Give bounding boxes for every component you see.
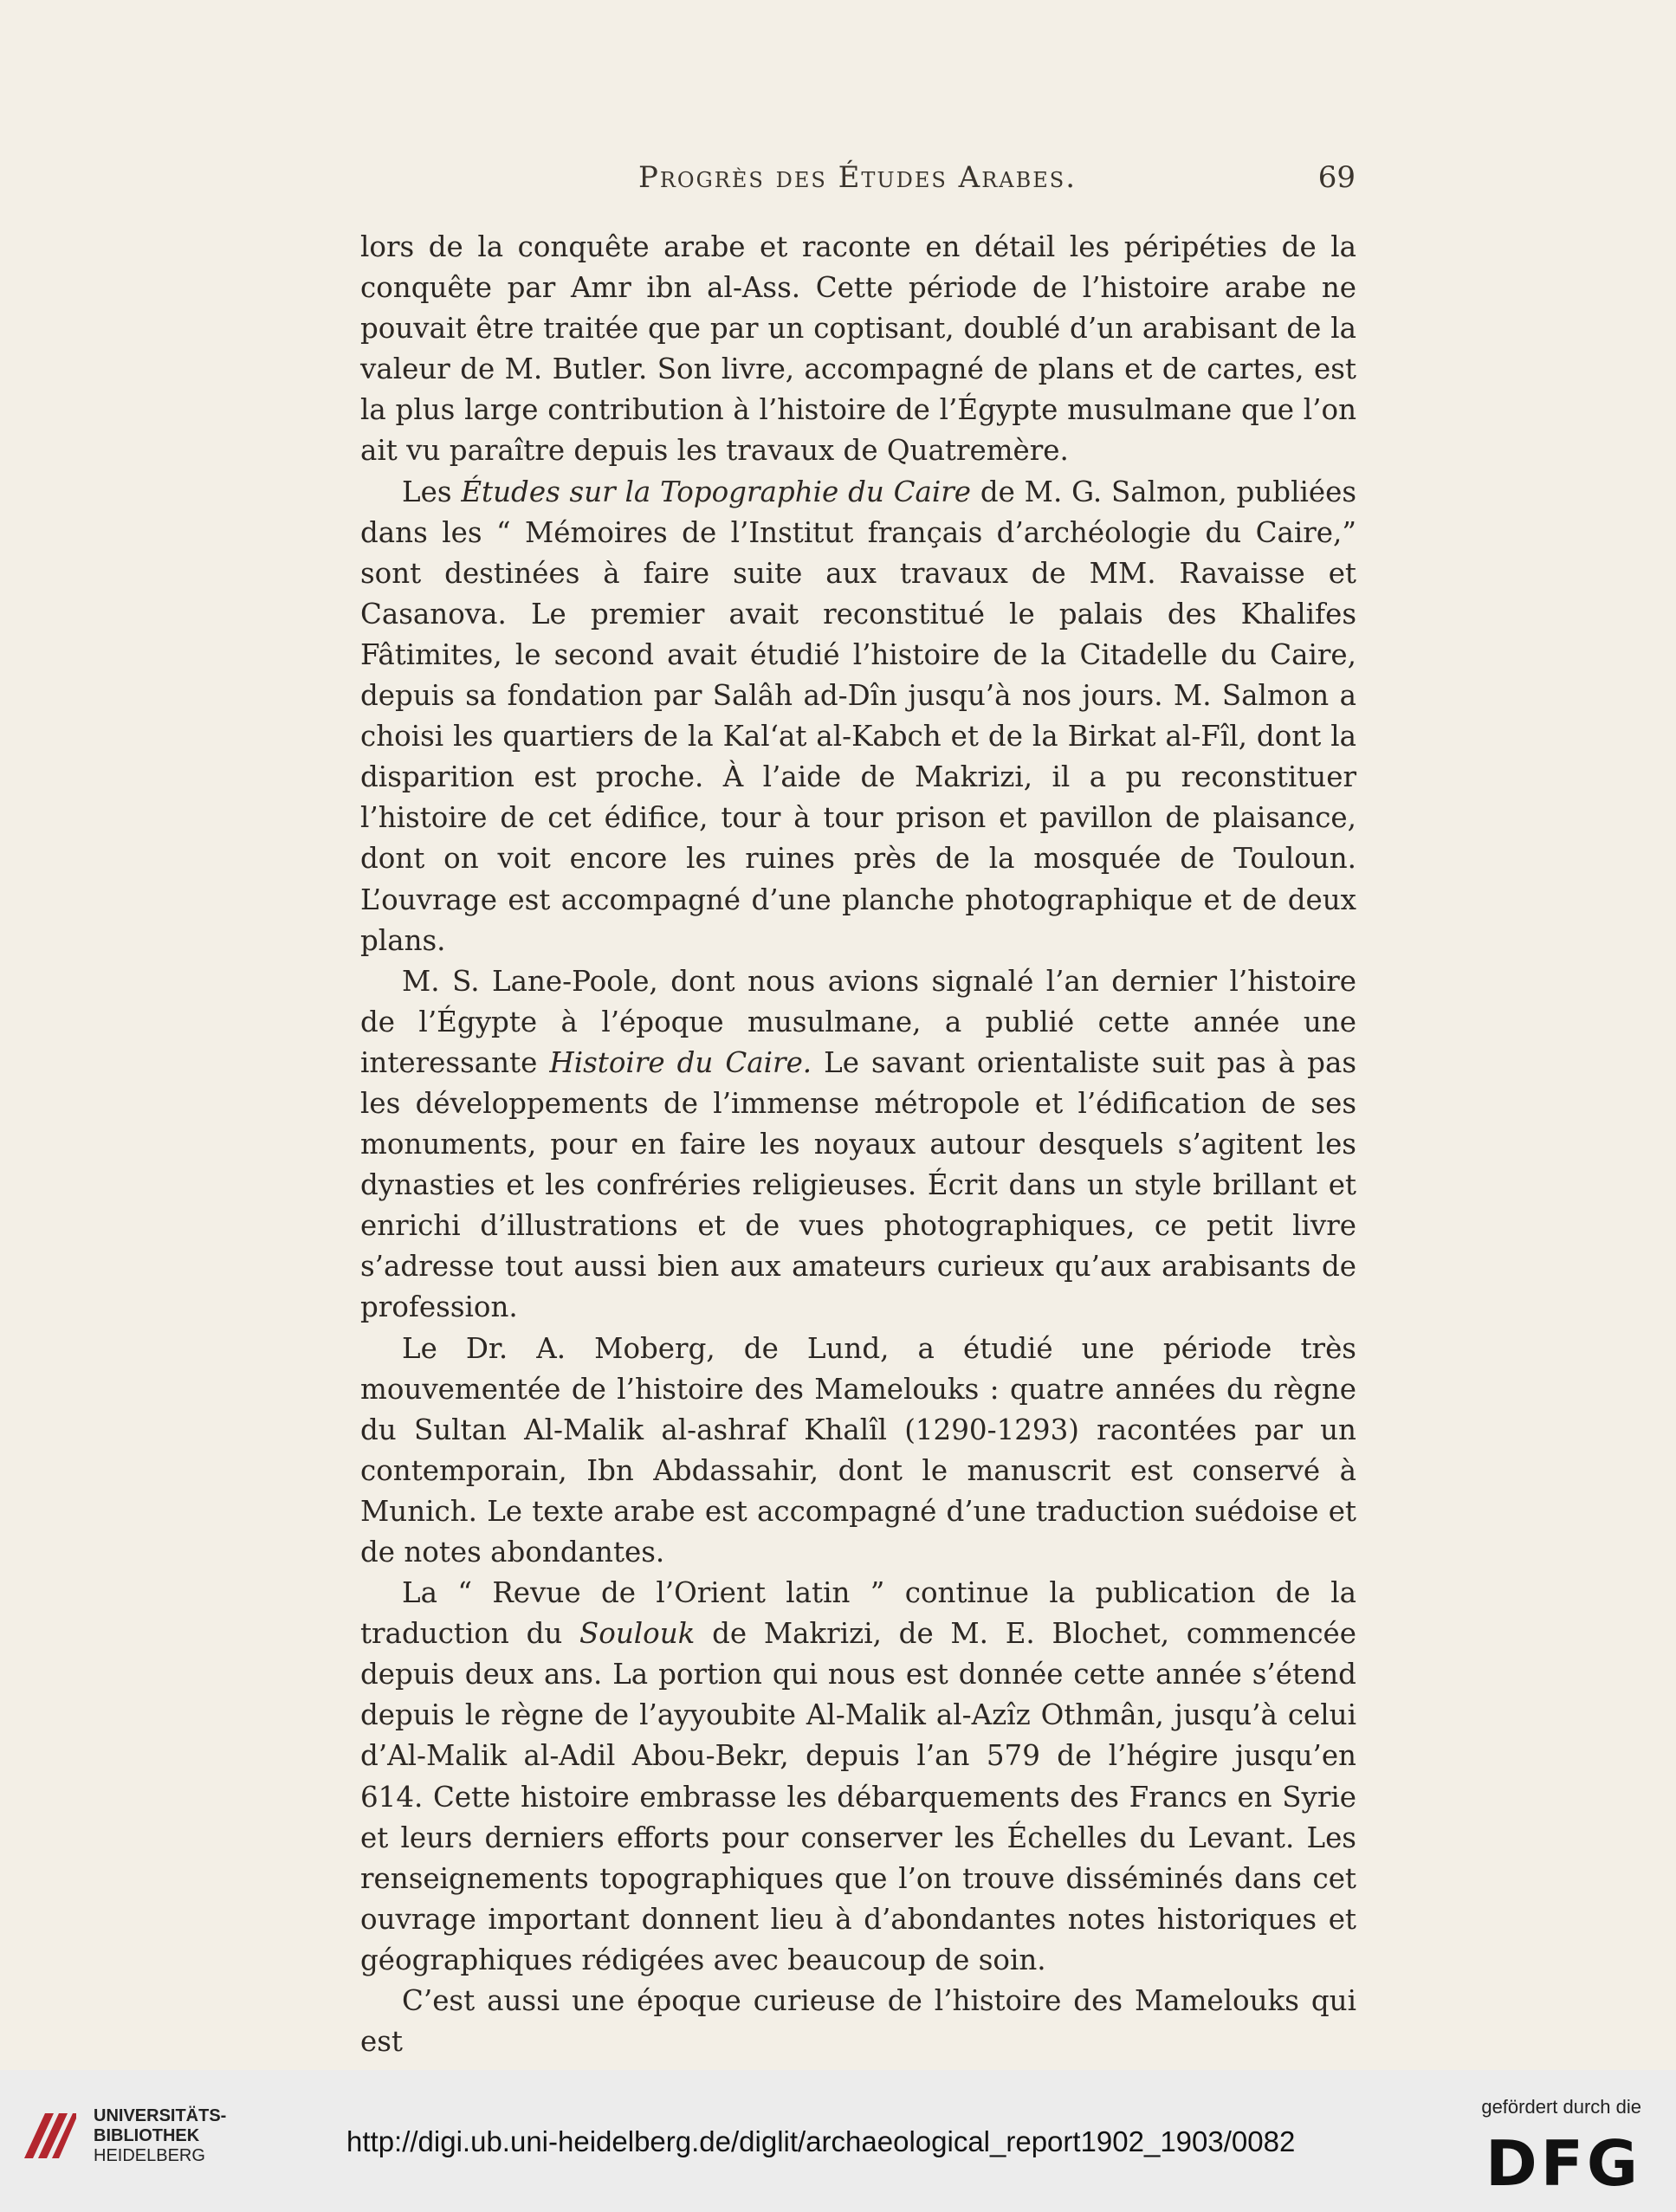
italic-title: Études sur la Topographie du Caire [461, 475, 972, 508]
paragraph [360, 961, 1356, 1329]
funding-label: gefördert durch die [1481, 2096, 1641, 2118]
text-run: Le savant orientaliste suit pas à pas les développements de l’immense métropole et l’édification de ses monuments, pour en faire les noyaux autour desquels s’agitent les dynasties et les confréries religieuses. Écrit dans un style brillant et enrichi d’illustrations et de vues photographiques, ce petit livre s’adresse tout aussi bien aux amateurs curieux qu’aux arabisants de profession. [360, 1045, 1356, 1324]
body-text [360, 227, 1356, 2062]
italic-title: Histoire du Caire. [549, 1045, 812, 1079]
paragraph [360, 1573, 1356, 1981]
text-run: C’est aussi une époque curieuse de l’histoire des Mamelouks qui est [360, 1984, 1356, 2059]
paragraph [360, 227, 1356, 472]
running-header [359, 160, 1356, 204]
text-run: de M. G. Salmon, publiées dans les “ Mémoires de l’Institut français d’archéologie du Caire,” sont destinées à faire suite aux travaux de MM. Ravaisse et Casanova. Le premier avait reconstitué le palais des Khalifes Fâtimites, le second avait étudié l’histoire de la Citadelle du Caire, depuis sa fondation par Salâh ad-Dîn jusqu’à nos jours. M. Salmon a choisi les quartiers de la Kal‘at al-Kabch et de la Birkat al-Fîl, dont la disparition est proche. À l’aide de Makrizi, il a pu reconstituer l’histoire de cet édifice, tour à tour prison et pavillon de plaisance, dont on voit encore les ruines près de la mosquée de Touloun. L’ouvrage est accompagné d’une planche photographique et de deux plans. [360, 475, 1357, 957]
ub-heidelberg-logo-icon [19, 2106, 78, 2165]
library-name [94, 2106, 226, 2166]
text-run: La “ Revue de l’Orient latin ” continue la publication de la traduction du [360, 1576, 1356, 1651]
page-number: 69 [1317, 160, 1356, 195]
paragraph [360, 1329, 1356, 1574]
dfg-logo: DFG [1485, 2127, 1641, 2200]
text-run: de Makrizi, de M. E. Blochet, commencée depuis deux ans. La portion qui nous est donnée cette année s’étend depuis le règne de l’ayyoubite Al-Malik al-Azîz Othmân, jusqu’à celui d’Al-Malik al-Adil Abou-Bekr, depuis l’an 579 de l’hégire jusqu’en 614. Cette histoire embrasse les débarquements des Francs en Syrie et leurs derniers efforts pour conserver les Échelles du Levant. Les renseignements topographiques que l’on trouve disséminés dans cet ouvrage important donnent lieu à d’abondantes notes historiques et géographiques rédigées avec beaucoup de soin. [360, 1617, 1356, 1976]
paragraph [360, 1981, 1356, 2062]
text-run: M. S. Lane-Poole, dont nous avions signalé l’an dernier l’histoire de l’Égypte à l’époque musulmane, a publié cette année une interessante [360, 964, 1356, 1079]
digitization-footer [0, 2070, 1676, 2212]
library-name-line3: HEIDELBERG [94, 2146, 205, 2165]
text-run: Les [402, 475, 462, 508]
library-name-line1: UNIVERSITÄTS- [94, 2106, 227, 2125]
library-name-line2: BIBLIOTHEK [94, 2126, 200, 2145]
paragraph [360, 472, 1356, 961]
italic-title: Soulouk [579, 1617, 696, 1651]
source-url-link[interactable]: http://digi.ub.uni-heidelberg.de/diglit/archaeological_report1902_1903/0082 [346, 2125, 1296, 2157]
text-run: lors de la conquête arabe et raconte en détail les péripéties de la conquête par Amr ibn al-Ass. Cette période de l’histoire arabe ne pouvait être traitée que par un coptisant, doublé d’un arabisant de la valeur de M. Butler. Son livre, accompagné de plans et de cartes, est la plus large contribution à l’histoire de l’Égypte musulmane que l’on ait vu paraître depuis les travaux de Quatremère. [360, 230, 1356, 468]
running-title: Progrès des Études Arabes. [637, 160, 1077, 195]
text-run: Le Dr. A. Moberg, de Lund, a étudié une période très mouvementée de l’histoire des Mamelouks : quatre années du règne du Sultan Al-Malik al-ashraf Khalîl (1290-1293) racontées par un contemporain, Ibn Abdassahir, dont le manuscrit est conservé à Munich. Le texte arabe est accompagné d’une traduction suédoise et de notes abondantes. [360, 1331, 1356, 1568]
